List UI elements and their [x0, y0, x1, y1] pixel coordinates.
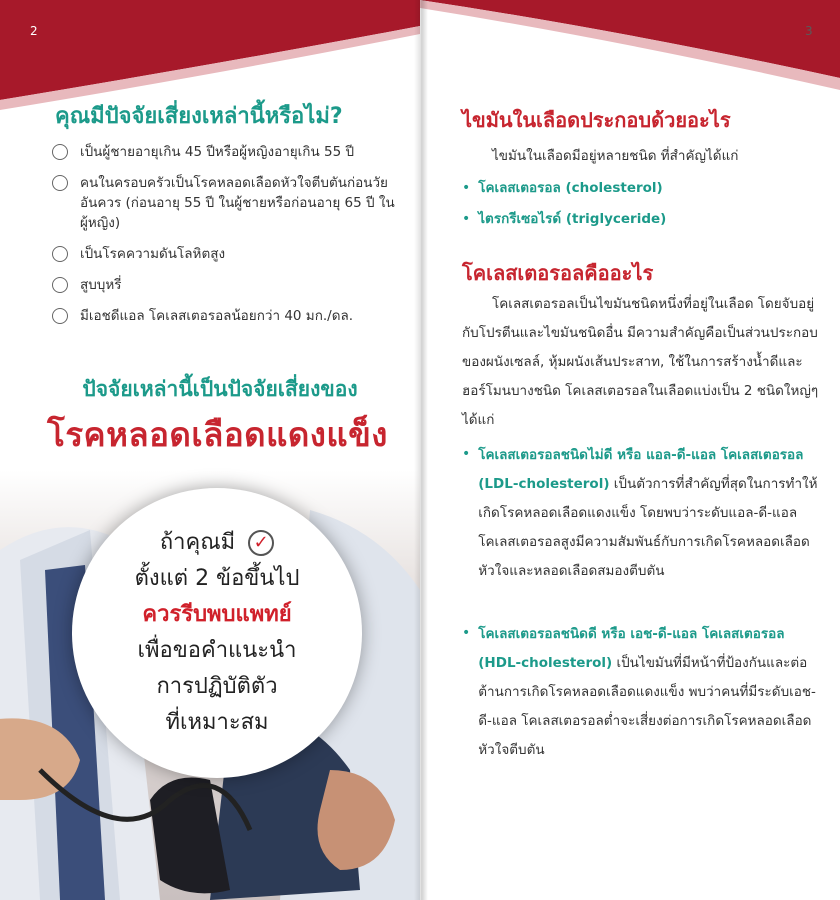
checkbox-circle-icon[interactable]	[52, 175, 68, 191]
checkbox-circle-icon[interactable]	[52, 308, 68, 324]
section-title-blood-fat: ไขมันในเลือดประกอบด้วยอะไร	[462, 108, 731, 132]
advice-bubble	[72, 488, 362, 778]
checklist-item[interactable]: สูบบุหรี่	[52, 275, 397, 295]
book-spine	[414, 0, 428, 900]
page-number: 2	[30, 24, 38, 38]
cholesterol-paragraph: โคเลสเตอรอลเป็นไขมันชนิดหนึ่งที่อยู่ในเลือด โดยจับอยู่กับโปรตีนและไขมันชนิดอื่น มีความสำคัญคือเป็นส่วนประกอบของผนังเซลล์, หุ้มผนังเส้นประสาท, ใช้ในการสร้างน้ำดีและฮอร์โมนบางชนิด โคเลสเตอรอลในเลือดแบ่งเป็น 2 ชนิดใหญ่ๆ ได้แก่	[462, 296, 819, 428]
checklist-item[interactable]: คนในครอบครัวเป็นโรคหลอดเลือดหัวใจตีบตันก่อนวัยอันควร (ก่อนอายุ 55 ปี ในผู้ชายหรือก่อนอายุ 65 ปี ในผู้หญิง)	[52, 173, 397, 233]
risk-checklist	[52, 142, 397, 337]
hdl-label: (HDL-cholesterol)	[478, 655, 613, 671]
list-item-hdl	[462, 620, 827, 765]
page-number: 3	[805, 24, 813, 38]
ldl-heading: โคเลสเตอรอลชนิดไม่ดี หรือ แอล-ดี-แอล โคเลสเตอรอล	[478, 447, 804, 463]
header-arc	[420, 0, 840, 110]
list-item: • โคเลสเตอรอล (cholesterol)	[462, 175, 827, 201]
bullet-icon: •	[462, 625, 471, 641]
ldl-label: (LDL-cholesterol)	[478, 476, 610, 492]
bullet-icon: •	[462, 446, 471, 462]
header-arc	[0, 0, 420, 110]
bubble-line-6: ที่เหมาะสม	[165, 710, 269, 735]
list-item: • ไตรกรีเซอไรด์ (triglyceride)	[462, 206, 827, 232]
disease-heading: โรคหลอดเลือดแดงแข็ง	[47, 415, 388, 454]
checkbox-circle-icon[interactable]	[52, 277, 68, 293]
bubble-line-4: เพื่อขอคำแนะนำ	[137, 638, 297, 663]
checkbox-circle-icon[interactable]	[52, 144, 68, 160]
bubble-line-3: ควรรีบพบแพทย์	[142, 602, 292, 627]
checkmark-icon: ✓	[248, 530, 274, 556]
hdl-text: เป็นไขมันที่มีหน้าที่ป้องกันและต่อต้านการเกิดโรคหลอดเลือดแดงแข็ง พบว่าคนที่มีระดับเอช-ดี-แอล โคเลสเตอรอลต่ำจะเสี่ยงต่อการเกิดโรคหลอดเลือดหัวใจตีบตัน	[478, 655, 816, 758]
bullet-icon: •	[462, 180, 471, 196]
checklist-item[interactable]: มีเอชดีแอล โคเลสเตอรอลน้อยกว่า 40 มก./ดล.	[52, 306, 397, 326]
hdl-heading: โคเลสเตอรอลชนิดดี หรือ เอช-ดี-แอล โคเลสเตอรอล	[478, 626, 785, 642]
bubble-line-1: ถ้าคุณมี	[159, 530, 236, 555]
section-intro: ไขมันในเลือดมีอยู่หลายชนิด ที่สำคัญได้แก่	[492, 148, 739, 164]
right-page	[420, 0, 840, 900]
risk-question-title: คุณมีปัจจัยเสี่ยงเหล่านี้หรือไม่?	[55, 104, 343, 129]
list-item-ldl	[462, 441, 827, 586]
bullet-icon: •	[462, 211, 471, 227]
ldl-text: เป็นตัวการที่สำคัญที่สุดในการทำให้เกิดโรคหลอดเลือดแดงแข็ง โดยพบว่าระดับแอล-ดี-แอล โคเลสเตอรอลสูงมีความสัมพันธ์กับการเกิดโรคหลอดเลือดหัวใจและหลอดเลือดสมองตีบตัน	[478, 476, 818, 579]
bubble-line-2: ตั้งแต่ 2 ข้อขึ้นไป	[134, 566, 300, 591]
risk-statement: ปัจจัยเหล่านี้เป็นปัจจัยเสี่ยงของ	[82, 377, 358, 401]
checklist-item[interactable]: เป็นโรคความดันโลหิตสูง	[52, 244, 397, 264]
checklist-item[interactable]: เป็นผู้ชายอายุเกิน 45 ปีหรือผู้หญิงอายุเกิน 55 ปี	[52, 142, 397, 162]
checkbox-circle-icon[interactable]	[52, 246, 68, 262]
section-title-cholesterol: โคเลสเตอรอลคืออะไร	[462, 261, 654, 285]
bubble-line-5: การปฏิบัติตัว	[156, 674, 278, 699]
